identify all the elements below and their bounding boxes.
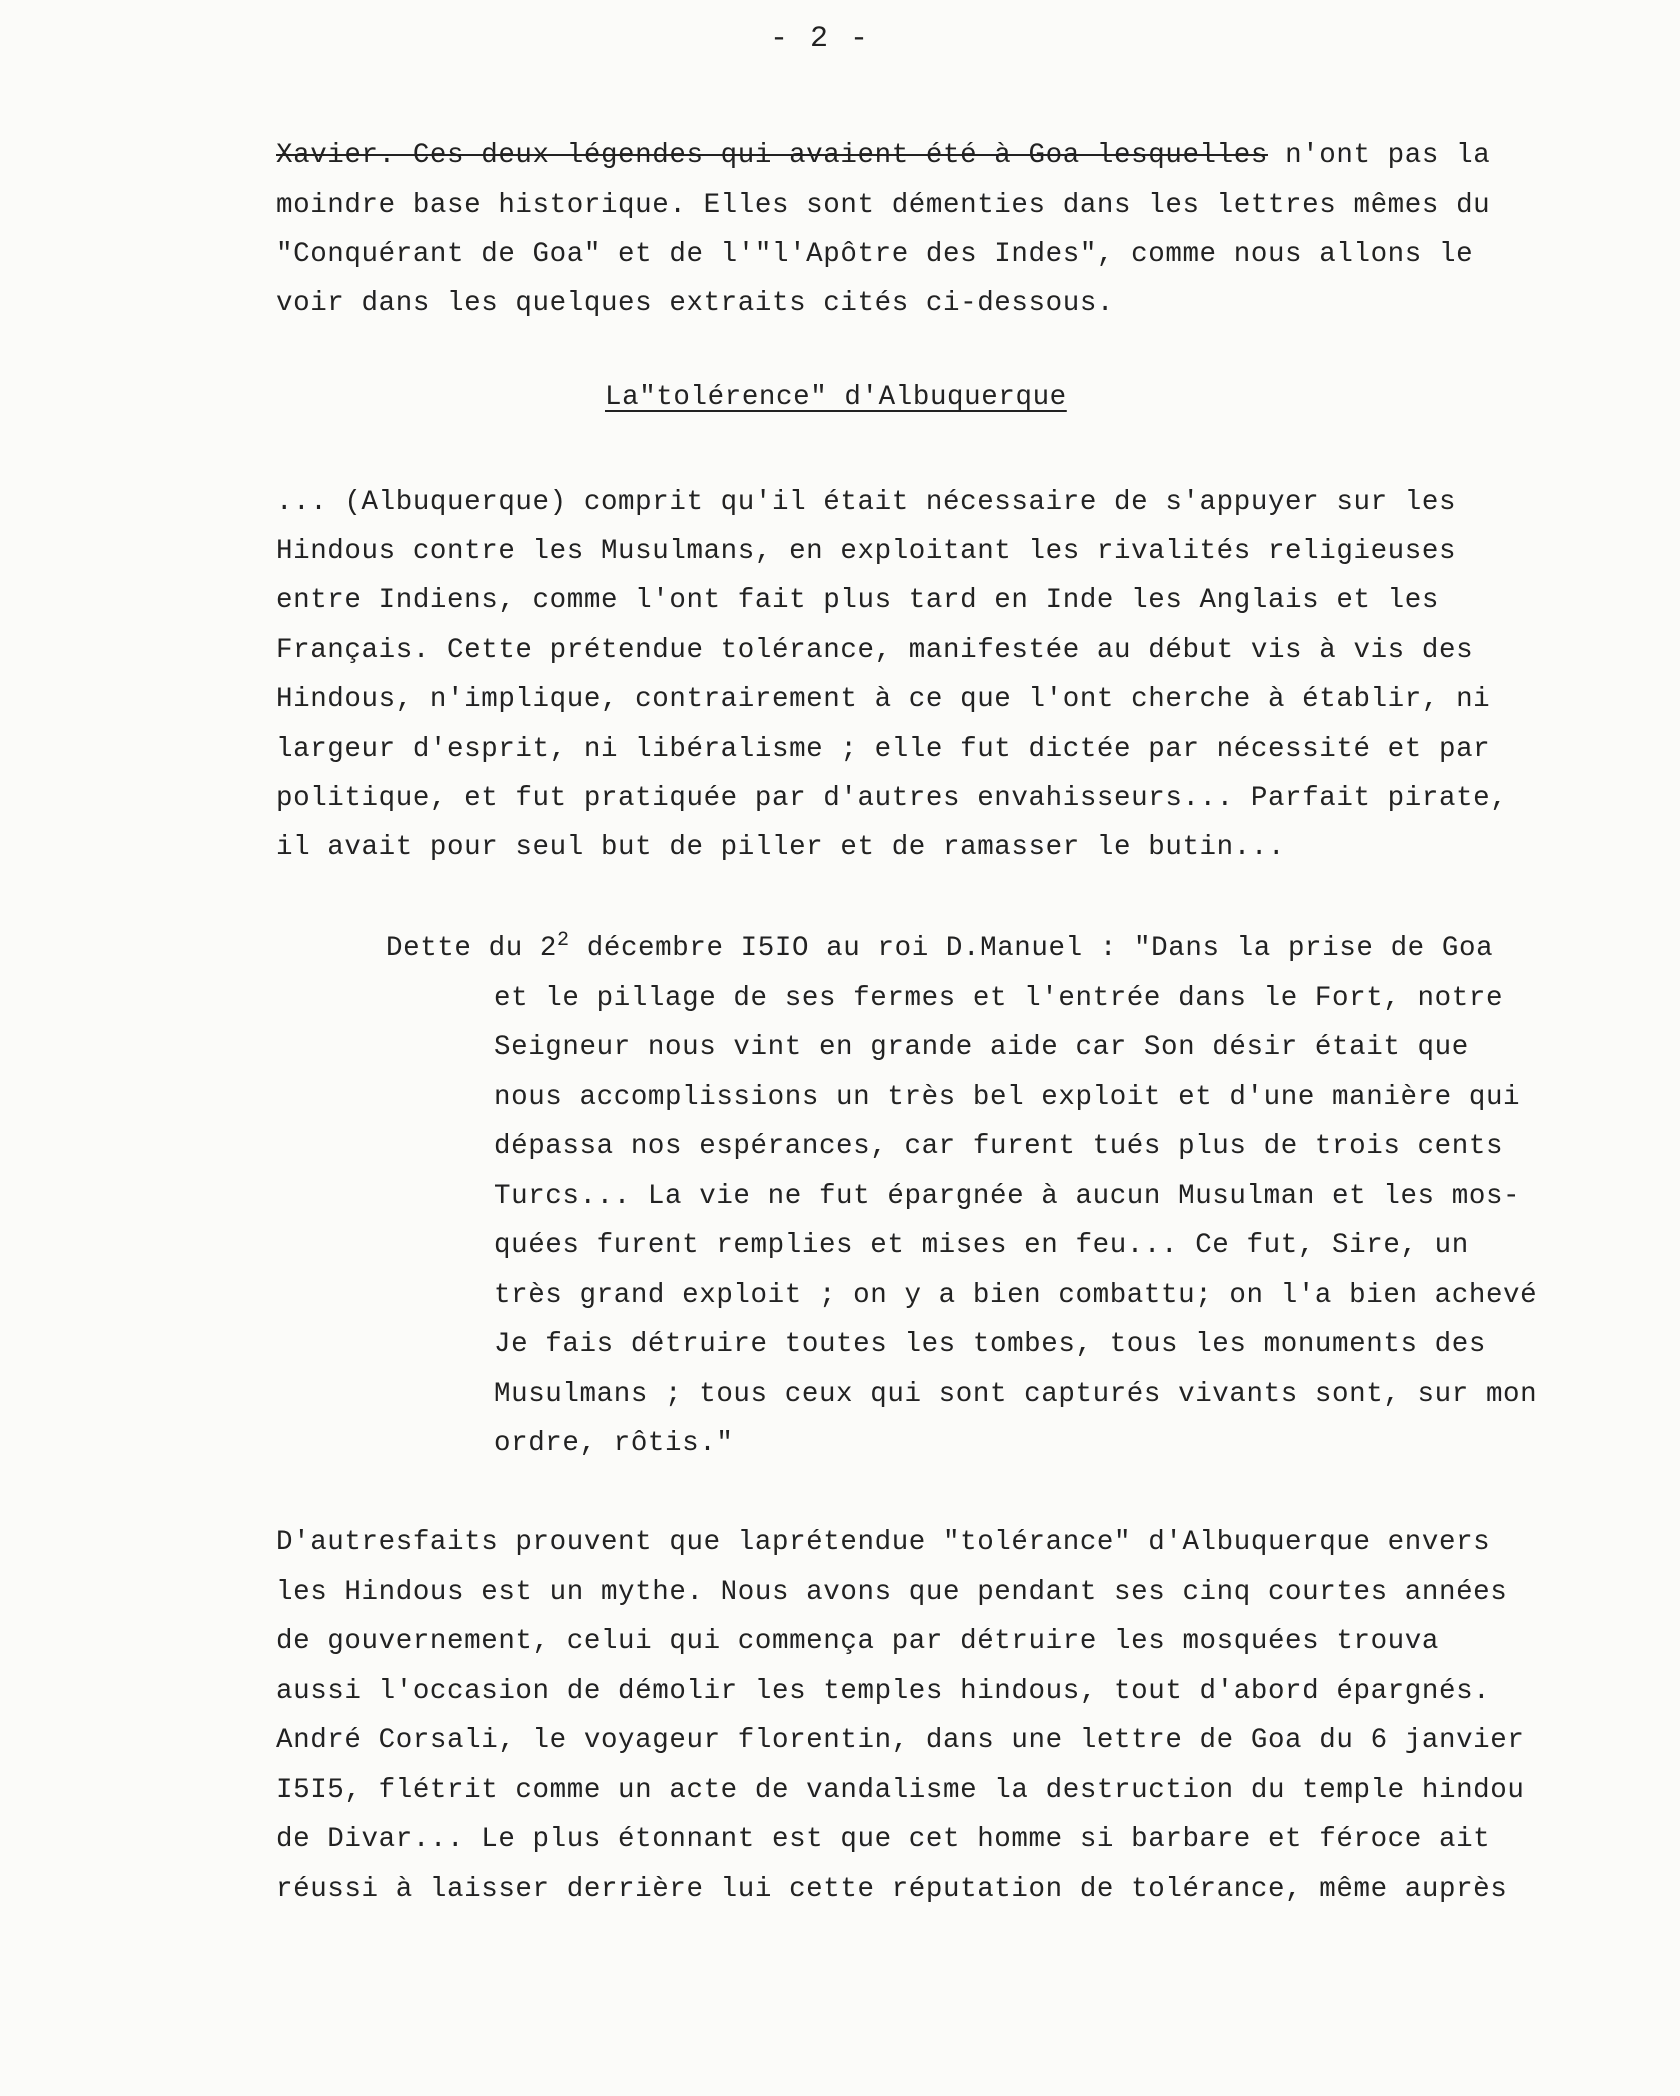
text-line: et le pillage de ses fermes et l'entrée dans le Fort, notre bbox=[494, 983, 1504, 1014]
text-line: nous accomplissions un très bel exploit et d'une manière qui bbox=[494, 1082, 1521, 1113]
text-line: largeur d'esprit, ni libéralisme ; elle fut dictée par nécessité et par bbox=[276, 734, 1491, 765]
superscript: 2 bbox=[557, 928, 570, 952]
text-line-end: n'ont pas la bbox=[1267, 140, 1491, 171]
text-line: quées furent remplies et mises en feu... Ce fut, Sire, un bbox=[494, 1230, 1469, 1261]
text-line: moindre base historique. Elles sont démenties dans les lettres mêmes du bbox=[276, 190, 1491, 221]
section-heading: La"tolérence" d'Albuquerque bbox=[605, 382, 1067, 413]
text-line: André Corsali, le voyageur florentin, dans une lettre de Goa du 6 janvier bbox=[276, 1725, 1525, 1756]
text-line-start: Xavier. Ces deux légendes qui avaient été à Goa lesquelles bbox=[276, 140, 1268, 171]
text-line: réussi à laisser derrière lui cette réputation de tolérance, même auprès bbox=[276, 1874, 1508, 1905]
text-line: D'autresfaits prouvent que laprétendue "tolérance" d'Albuquerque envers bbox=[276, 1527, 1491, 1558]
text-line: Hindous, n'implique, contrairement à ce que l'ont cherche à établir, ni bbox=[276, 684, 1491, 715]
text-line: politique, et fut pratiquée par d'autres envahisseurs... Parfait pirate, bbox=[276, 783, 1508, 814]
text-line: I5I5, flétrit comme un acte de vandalisme la destruction du temple hindou bbox=[276, 1775, 1525, 1806]
text-line: Français. Cette prétendue tolérance, manifestée au début vis à vis des bbox=[276, 635, 1474, 666]
text-line: voir dans les quelques extraits cités ci-dessous. bbox=[276, 288, 1115, 319]
text-line bbox=[276, 136, 1490, 176]
text-line: "Conquérant de Goa" et de l'"l'Apôtre des Indes", comme nous allons le bbox=[276, 239, 1474, 270]
text-line: Turcs... La vie ne fut épargnée à aucun Musulman et les mos- bbox=[494, 1181, 1521, 1212]
text-line: Hindous contre les Musulmans, en exploitant les rivalités religieuses bbox=[276, 536, 1457, 567]
page-number: - 2 - bbox=[769, 22, 870, 56]
text-line: entre Indiens, comme l'ont fait plus tard en Inde les Anglais et les bbox=[276, 585, 1439, 616]
text-line: très grand exploit ; on y a bien combattu; on l'a bien achevé bbox=[494, 1280, 1538, 1311]
text-line: dépassa nos espérances, car furent tués plus de trois cents bbox=[494, 1131, 1504, 1162]
text-line: ordre, rôtis." bbox=[494, 1428, 734, 1459]
text-line: il avait pour seul but de piller et de ramasser le butin... bbox=[276, 832, 1286, 863]
text-line: Seigneur nous vint en grande aide car Son désir était que bbox=[494, 1032, 1469, 1063]
text-line: ... (Albuquerque) comprit qu'il était nécessaire de s'appuyer sur les bbox=[276, 487, 1457, 518]
text-line: de gouvernement, celui qui commença par détruire les mosquées trouva bbox=[276, 1626, 1439, 1657]
text-line: Je fais détruire toutes les tombes, tous les monuments des bbox=[494, 1329, 1486, 1360]
text-line: aussi l'occasion de démolir les temples hindous, tout d'abord épargnés. bbox=[276, 1676, 1491, 1707]
text-line: de Divar... Le plus étonnant est que cet homme si barbare et féroce ait bbox=[276, 1824, 1491, 1855]
text-line bbox=[386, 929, 1493, 969]
text-line: Musulmans ; tous ceux qui sont capturés vivants sont, sur mon bbox=[494, 1379, 1538, 1410]
text-line-start: Dette du 2 bbox=[386, 933, 558, 964]
text-line-end: décembre I5IO au roi D.Manuel : "Dans la prise de Goa bbox=[569, 933, 1494, 964]
text-line: les Hindous est un mythe. Nous avons que pendant ses cinq courtes années bbox=[276, 1577, 1508, 1608]
